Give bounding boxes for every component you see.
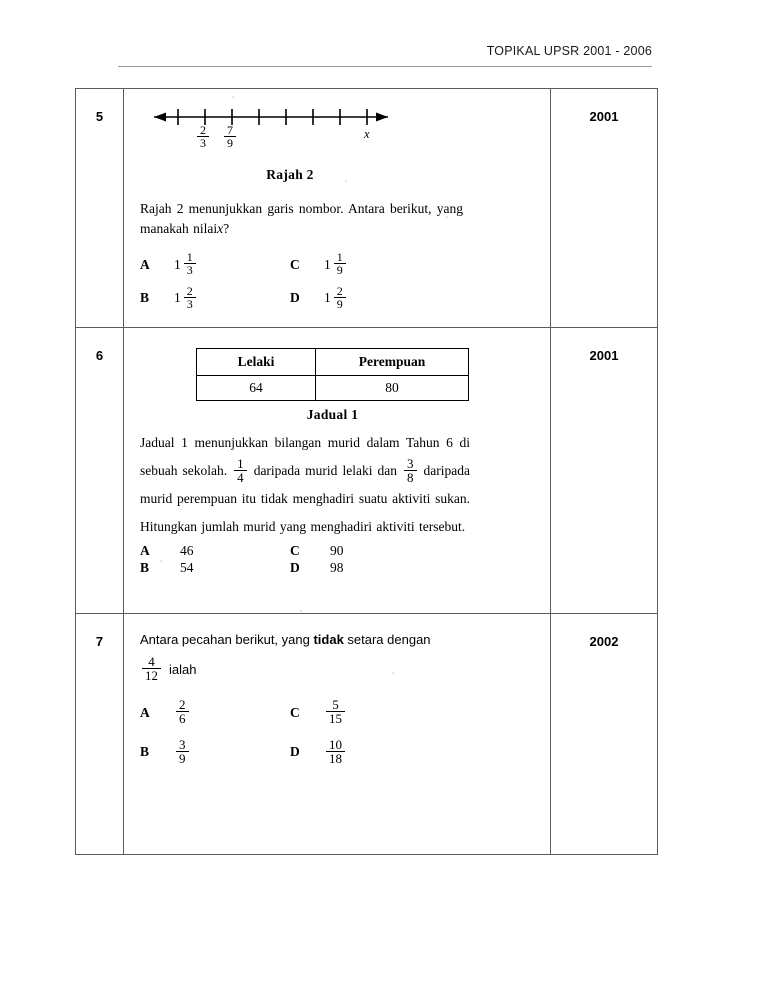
fraction: $\frac{3}{8}$ xyxy=(404,457,417,485)
fraction: $\frac{5}{15}$ xyxy=(326,698,345,726)
option-label: B xyxy=(140,290,150,306)
question-fraction-line xyxy=(140,653,534,684)
question-text-part-b: setara dengan xyxy=(343,632,431,647)
question-number: 5 xyxy=(76,89,124,327)
question-text-line-1: Jadual 1 menunjukkan bilangan murid dalam xyxy=(140,435,400,450)
option-label: B xyxy=(140,559,150,575)
cell-lelaki-value: 64 xyxy=(197,376,316,401)
question-body xyxy=(124,614,551,854)
question-text xyxy=(140,199,463,238)
option-b[interactable] xyxy=(140,560,290,576)
option-whole: 1 xyxy=(324,290,331,306)
variable-x: x xyxy=(217,220,224,236)
option-a[interactable] xyxy=(140,543,290,559)
option-a[interactable] xyxy=(140,699,290,727)
option-c[interactable] xyxy=(290,699,470,727)
option-value: 54 xyxy=(180,559,194,575)
option-label: C xyxy=(290,542,300,558)
answer-options xyxy=(140,543,470,576)
fraction: $\frac{1}{4}$ xyxy=(234,457,247,485)
option-value: 90 xyxy=(330,542,344,558)
question-year: 2001 xyxy=(589,109,619,124)
scan-speck xyxy=(446,216,448,218)
question-text-line-3b: daripada murid perempuan itu xyxy=(140,462,471,507)
option-label: D xyxy=(290,744,300,760)
option-value: 98 xyxy=(330,559,344,575)
header-divider xyxy=(118,66,652,67)
fraction: $\frac{3}{9}$ xyxy=(176,738,189,766)
question-text xyxy=(140,630,485,650)
answer-options xyxy=(140,252,470,311)
option-label: D xyxy=(290,559,300,575)
option-whole: 1 xyxy=(174,256,181,272)
question-text-line-2b: daripada murid xyxy=(253,462,338,478)
option-label: A xyxy=(140,704,150,720)
scan-speck xyxy=(300,610,302,612)
option-c[interactable] xyxy=(290,543,470,559)
fraction: $\frac{2}{3}$ xyxy=(184,285,196,310)
question-text-part-a: Rajah 2 menunjukkan garis nombor. Antara xyxy=(140,201,385,216)
fraction: $\frac{2}{3}$ xyxy=(197,124,209,149)
option-a[interactable] xyxy=(140,252,290,277)
column-header-perempuan: Perempuan xyxy=(316,349,469,376)
question-year: 2001 xyxy=(589,348,619,363)
option-c[interactable] xyxy=(290,252,470,277)
option-d[interactable] xyxy=(290,283,470,311)
question-body xyxy=(124,89,551,327)
option-label: C xyxy=(290,256,300,272)
question-body xyxy=(124,328,551,613)
fraction: $\frac{1}{3}$ xyxy=(184,251,196,276)
data-table xyxy=(196,348,469,401)
option-label: B xyxy=(140,744,150,760)
option-label: A xyxy=(140,542,150,558)
option-label: C xyxy=(290,704,300,720)
option-whole: 1 xyxy=(324,256,331,272)
number-line-figure xyxy=(146,103,534,165)
number-line-label-x: x xyxy=(364,127,370,141)
scan-speck xyxy=(345,180,347,182)
option-whole: 1 xyxy=(174,290,181,306)
question-text-part-a: Antara pecahan berikut, yang xyxy=(140,632,314,647)
option-value: 46 xyxy=(180,542,194,558)
option-d[interactable] xyxy=(290,560,470,576)
question-text-line-4: tidak menghadiri suatu aktiviti sukan. Hitungkan xyxy=(140,491,470,534)
table-row xyxy=(76,328,657,614)
cell-perempuan-value: 80 xyxy=(316,376,469,401)
number-line-label-seven-ninths xyxy=(222,125,238,150)
option-b[interactable] xyxy=(140,283,290,311)
table-data-row xyxy=(197,376,469,401)
fraction: $\frac{7}{9}$ xyxy=(224,124,236,149)
scan-speck xyxy=(160,560,162,562)
questions-table xyxy=(75,88,658,855)
question-text-line-3a: lelaki dan xyxy=(342,462,397,478)
question-number: 6 xyxy=(76,328,124,613)
answer-options xyxy=(140,699,470,766)
number-line-label-two-thirds xyxy=(195,125,211,150)
column-header-lelaki: Lelaki xyxy=(197,349,316,376)
fraction: $\frac{1}{9}$ xyxy=(334,251,346,276)
question-text-bold: tidak xyxy=(313,632,344,647)
scan-speck xyxy=(232,96,234,98)
question-number: 7 xyxy=(76,614,124,854)
option-label: D xyxy=(290,290,300,306)
fraction: $\frac{4}{12}$ xyxy=(142,655,161,683)
table-row xyxy=(76,89,657,328)
page-header-title: TOPIKAL UPSR 2001 - 2006 xyxy=(486,44,652,58)
scan-speck xyxy=(392,672,394,674)
option-label: A xyxy=(140,256,150,272)
fraction: $\frac{2}{9}$ xyxy=(334,285,346,310)
question-text-part-c: ? xyxy=(223,220,230,236)
table-row xyxy=(76,614,657,854)
option-b[interactable] xyxy=(140,736,290,767)
option-d[interactable] xyxy=(290,736,470,767)
table-caption: Jadual 1 xyxy=(306,407,359,422)
question-text-line-2a: Tahun 6 di sebuah sekolah. xyxy=(140,435,470,478)
question-year: 2002 xyxy=(589,634,619,649)
question-text-line-5: jumlah murid yang menghadiri aktiviti tersebut. xyxy=(201,519,466,534)
question-text-part-b: berikut, yang manakah nilai xyxy=(140,201,464,236)
fraction: $\frac{2}{6}$ xyxy=(176,698,189,726)
figure-caption: Rajah 2 xyxy=(266,167,314,182)
fraction: $\frac{10}{18}$ xyxy=(326,738,345,766)
data-table-wrap xyxy=(140,348,534,401)
number-line-svg xyxy=(146,103,396,137)
question-text xyxy=(140,429,470,541)
question-text-part-c: ialah xyxy=(169,661,197,677)
table-header-row xyxy=(197,349,469,376)
